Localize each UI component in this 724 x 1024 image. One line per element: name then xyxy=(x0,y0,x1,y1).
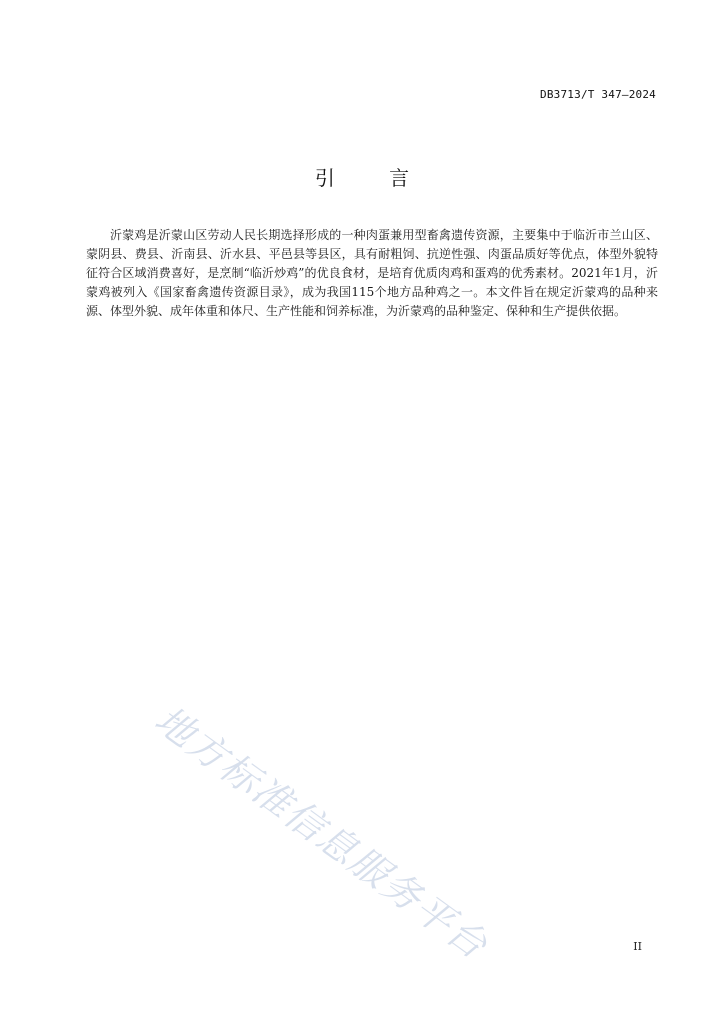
page-number: II xyxy=(633,940,642,953)
section-title: 引 言 xyxy=(314,166,434,190)
introduction-paragraph: 沂蒙鸡是沂蒙山区劳动人民长期选择形成的一种肉蛋兼用型畜禽遗传资源，主要集中于临沂市兰山区、蒙阴县、费县、沂南县、沂水县、平邑县等县区，具有耐粗饲、抗逆性强、肉蛋品质好等优点，体型外貌特征符合区域消费喜好，是烹制“临沂炒鸡”的优良食材，是培育优质肉鸡和蛋鸡的优秀素材。2021年1月，沂蒙鸡被列入《国家畜禽遗传资源目录》，成为我国115个地方品种鸡之一。本文件旨在规定沂蒙鸡的品种来源、体型外貌、成年体重和体尺、生产性能和饲养标准，为沂蒙鸡的品种鉴定、保种和生产提供依据。 xyxy=(86,228,658,318)
watermark: 地方标准信息服务平台 xyxy=(146,697,497,969)
document-code: DB3713/T 347—2024 xyxy=(540,88,656,101)
